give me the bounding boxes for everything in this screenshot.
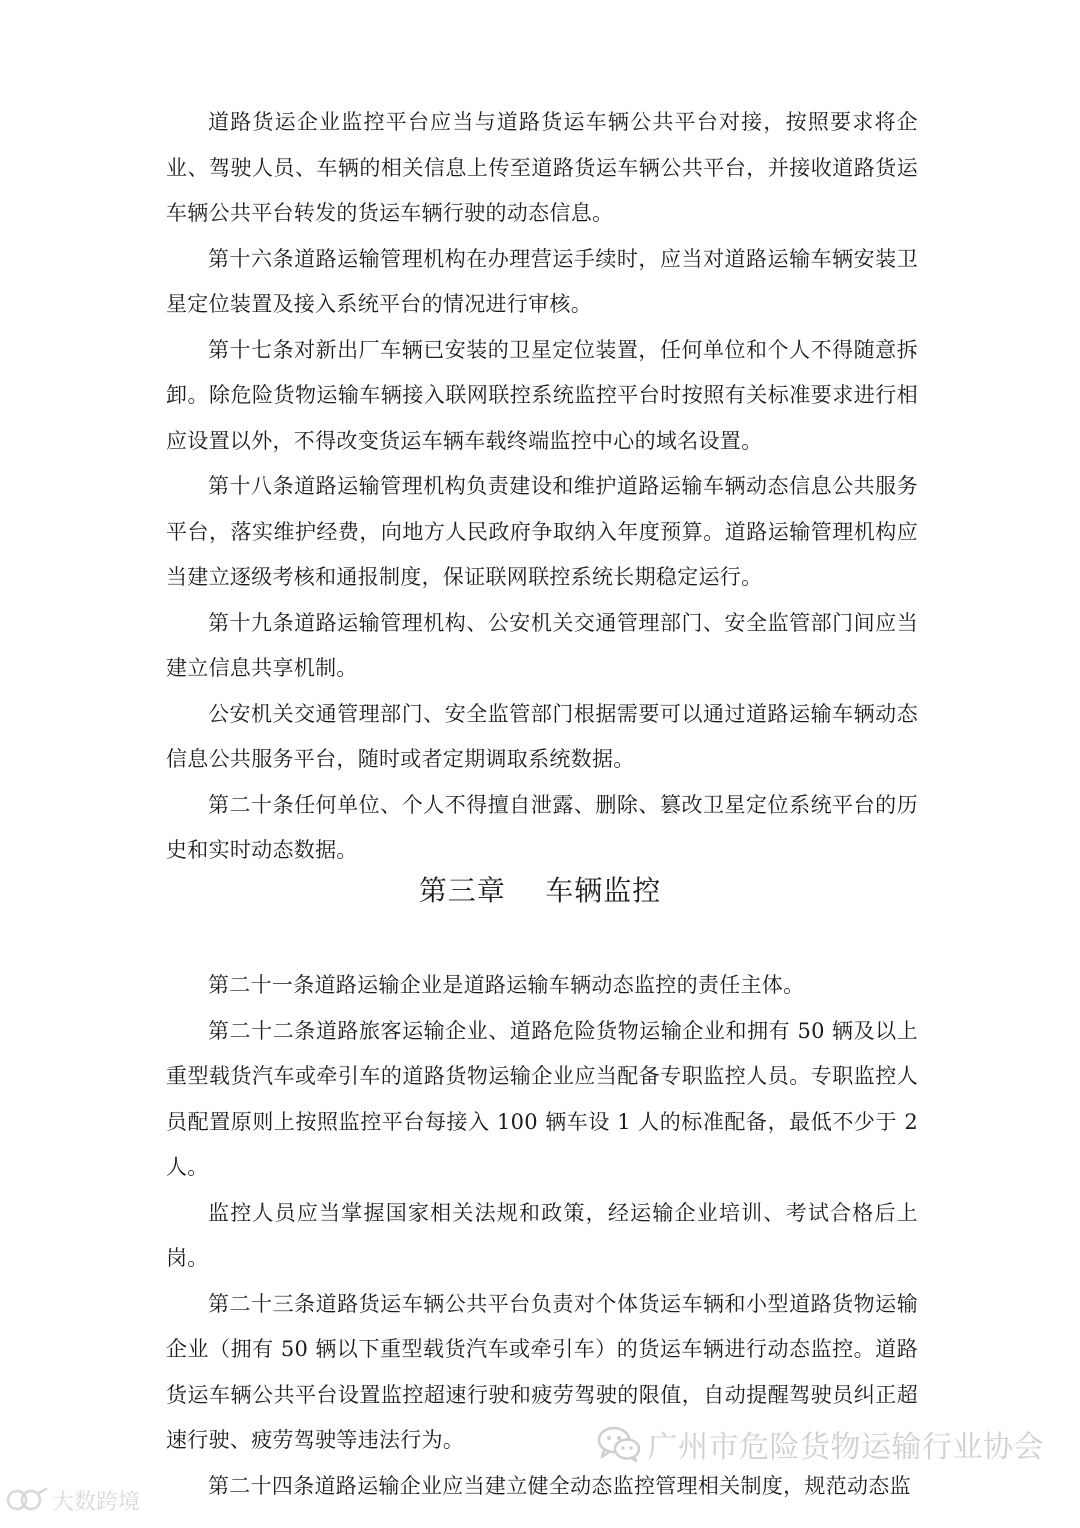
paragraph: 第十六条道路运输管理机构在办理营运手续时，应当对道路运输车辆安装卫星定位装置及接入系统平台的情况进行审核。 [166,246,918,316]
paragraph: 第二十一条道路运输企业是道路运输车辆动态监控的责任主体。 [208,973,805,997]
paragraph: 公安机关交通管理部门、安全监管部门根据需要可以通过道路运输车辆动态信息公共服务平台，随时或者定期调取系统数据。 [166,701,918,771]
paragraph: 第十七条对新出厂车辆已安装的卫星定位装置，任何单位和个人不得随意拆卸。除危险货物运输车辆接入联网联控系统监控平台时按照有关标准要求进行相应设置以外，不得改变货运车辆车载终端监控中心的域名设置。 [166,337,918,453]
paragraph: 第二十三条道路货运车辆公共平台负责对个体货运车辆和小型道路货物运输企业（拥有 50 辆以下重型载货汽车或牵引车）的货运车辆进行动态监控。道路货运车辆公共平台设置监控超速行驶和疲劳驾驶的限值，自动提醒驾驶员纠正超速行驶、疲劳驾驶等违法行为。 [166,1291,918,1452]
paragraph: 道路货运企业监控平台应当与道路货运车辆公共平台对接，按照要求将企业、驾驶人员、车辆的相关信息上传至道路货运车辆公共平台，并接收道路货运车辆公共平台转发的货运车辆行驶的动态信息。 [166,110,918,225]
paragraph: 第十八条道路运输管理机构负责建设和维护道路运输车辆动态信息公共服务平台，落实维护经费，向地方人民政府争取纳入年度预算。道路运输管理机构应当建立逐级考核和通报制度，保证联网联控系统长期稳定运行。 [166,474,918,589]
dashu-logo-icon [6,1487,48,1513]
wechat-icon [596,1425,642,1463]
paragraph: 第二十条任何单位、个人不得擅自泄露、删除、篡改卫星定位系统平台的历史和实时动态数据。 [166,792,918,862]
paragraph: 第二十二条道路旅客运输企业、道路危险货物运输企业和拥有 50 辆及以上重型载货汽车或牵引车的道路货物运输企业应当配备专职监控人员。专职监控人员配置原则上按照监控平台每接入 100 辆车设 1 人的标准配备，最低不少于 2 人。 [166,1018,918,1179]
wechat-watermark [596,1422,1045,1466]
source-mark-text: 大数跨境 [52,1489,141,1515]
paragraph: 第二十四条道路运输企业应当建立健全动态监控管理相关制度，规范动态监 [208,1473,911,1498]
text-block-top [166,100,918,874]
paragraph: 监控人员应当掌握国家相关法规和政策，经运输企业培训、考试合格后上岗。 [166,1200,918,1270]
paragraph: 第十九条道路运输管理机构、公安机关交通管理部门、安全监管部门间应当建立信息共享机制。 [166,610,918,680]
watermark-text: 广州市危险货物运输行业协会 [647,1430,1044,1465]
chapter-title: 第三章 车辆监控 [418,874,662,907]
source-watermark [6,1484,140,1516]
